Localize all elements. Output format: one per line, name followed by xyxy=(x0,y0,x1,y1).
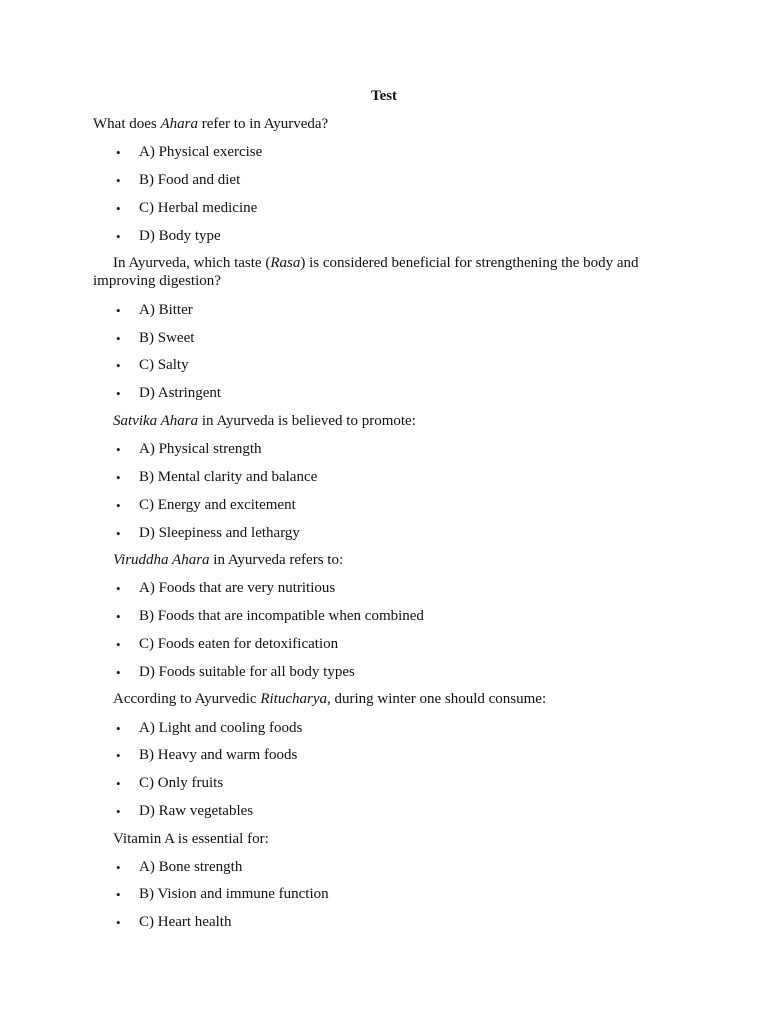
document-title: Test xyxy=(370,88,398,104)
bullet-icon: • xyxy=(116,358,121,373)
question-term: Satvika Ahara xyxy=(113,413,199,429)
question-text: in Ayurveda is believed to promote: xyxy=(198,413,416,429)
question-text: refer to in Ayurveda? xyxy=(197,116,329,132)
option-6b: B) Vision and immune function xyxy=(139,886,329,902)
bullet-icon: • xyxy=(116,145,121,160)
bullet-icon: • xyxy=(116,331,121,346)
bullet-icon: • xyxy=(116,526,121,541)
question-term: Ahara xyxy=(160,116,198,132)
bullet-icon: • xyxy=(116,442,121,457)
bullet-icon: • xyxy=(116,860,121,875)
bullet-icon: • xyxy=(116,470,121,485)
bullet-icon: • xyxy=(116,386,121,401)
bullet-icon: • xyxy=(116,721,121,736)
question-4 xyxy=(93,551,683,569)
option-3a: A) Physical strength xyxy=(139,441,262,457)
option-4c: C) Foods eaten for detoxification xyxy=(139,636,339,652)
bullet-icon: • xyxy=(116,609,121,624)
question-text: Vitamin A is essential for: xyxy=(113,831,269,847)
option-2c: C) Salty xyxy=(139,357,189,373)
question-1 xyxy=(93,115,683,133)
question-term: Rasa xyxy=(270,255,301,271)
bullet-icon: • xyxy=(116,748,121,763)
option-3c: C) Energy and excitement xyxy=(139,497,296,513)
bullet-icon: • xyxy=(116,665,121,680)
option-5c: C) Only fruits xyxy=(139,775,224,791)
question-text: What does xyxy=(93,116,161,132)
bullet-icon: • xyxy=(116,303,121,318)
bullet-icon: • xyxy=(116,581,121,596)
bullet-icon: • xyxy=(116,498,121,513)
option-2a: A) Bitter xyxy=(139,302,193,318)
option-1b: B) Food and diet xyxy=(139,172,241,188)
question-2 xyxy=(93,254,683,290)
option-4a: A) Foods that are very nutritious xyxy=(139,580,336,596)
bullet-icon: • xyxy=(116,887,121,902)
bullet-icon: • xyxy=(116,804,121,819)
option-4b: B) Foods that are incompatible when combined xyxy=(139,608,424,624)
option-5d: D) Raw vegetables xyxy=(139,803,254,819)
bullet-icon: • xyxy=(116,201,121,216)
option-2b: B) Sweet xyxy=(139,330,195,346)
question-5 xyxy=(93,690,683,708)
question-text: In Ayurveda, which taste ( xyxy=(113,255,271,271)
bullet-icon: • xyxy=(116,173,121,188)
bullet-icon: • xyxy=(116,229,121,244)
option-5a: A) Light and cooling foods xyxy=(139,720,303,736)
question-6 xyxy=(93,830,683,848)
option-1d: D) Body type xyxy=(139,228,221,244)
option-3b: B) Mental clarity and balance xyxy=(139,469,318,485)
question-text: , during winter one should consume: xyxy=(327,691,547,707)
question-text: ) is considered beneficial for strengthening the body and improving digestion? xyxy=(93,255,639,289)
option-2d: D) Astringent xyxy=(139,385,222,401)
option-1c: C) Herbal medicine xyxy=(139,200,258,216)
question-term: Viruddha Ahara xyxy=(113,552,210,568)
bullet-icon: • xyxy=(116,637,121,652)
option-6c: C) Heart health xyxy=(139,914,232,930)
question-text: According to Ayurvedic xyxy=(113,691,261,707)
option-4d: D) Foods suitable for all body types xyxy=(139,664,355,680)
option-3d: D) Sleepiness and lethargy xyxy=(139,525,300,541)
bullet-icon: • xyxy=(116,915,121,930)
bullet-icon: • xyxy=(116,776,121,791)
question-3 xyxy=(93,412,683,430)
option-6a: A) Bone strength xyxy=(139,859,243,875)
question-term: Ritucharya xyxy=(260,691,327,707)
option-5b: B) Heavy and warm foods xyxy=(139,747,298,763)
option-1a: A) Physical exercise xyxy=(139,144,263,160)
question-text: in Ayurveda refers to: xyxy=(209,552,344,568)
